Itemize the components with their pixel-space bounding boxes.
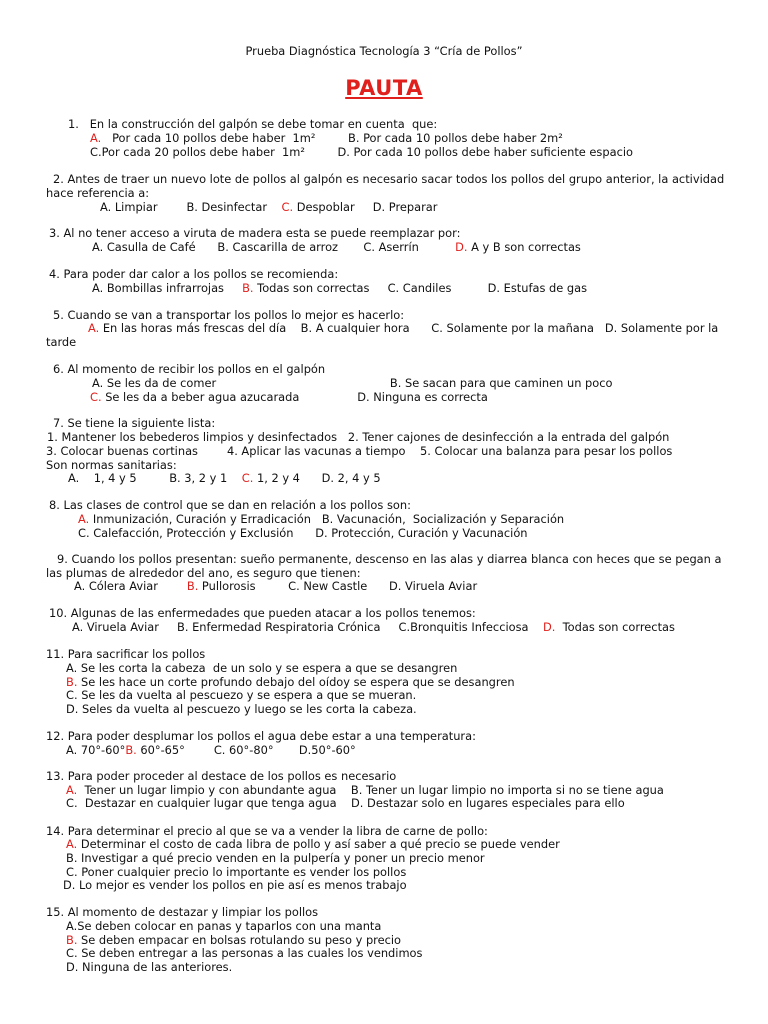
text-line [66,662,457,675]
correct-answer-marker: C. [281,200,294,214]
text-segment: hace referencia a: [46,186,150,200]
text-segment: las plumas de alrededor del ano, es seguro que tienen: [46,566,361,580]
document-title: PAUTA [345,76,423,100]
text-line [68,472,381,485]
text-line [92,282,587,295]
text-segment: A y B son correctas [467,240,581,254]
text-line [66,703,417,716]
text-segment: D. Seles da vuelta al pescuezo y luego se les corta la cabeza. [66,702,417,716]
correct-answer-marker: D. [455,240,468,254]
text-segment: 3. Colocar buenas cortinas 4. Aplicar las vacunas a tiempo 5. Colocar una balanza para pesar los pollos [46,444,673,458]
text-line [46,906,318,919]
text-segment: C.Por cada 20 pollos debe haber 1m² D. Por cada 10 pollos debe haber suficiente espacio [90,145,633,159]
text-segment: A. Se les da de comer B. Se sacan para que caminen un poco [92,376,613,390]
text-line [78,513,564,526]
text-segment: 9. Cuando los pollos presentan: sueño permanente, descenso en las alas y diarrea blanca con heces que se pegan a [57,552,722,566]
text-line [78,527,528,540]
text-segment: Tener un lugar limpio y con abundante agua B. Tener un lugar limpio no importa si no se tiene agua [77,783,664,797]
text-line [68,118,437,131]
text-segment: C. Se deben entregar a las personas a las cuales los vendimos [66,946,423,960]
correct-answer-marker: B. [66,675,78,689]
text-line [72,621,675,634]
text-segment: Pullorosis C. New Castle D. Viruela Aviar [198,579,478,593]
text-line [66,838,560,851]
text-line [53,173,724,186]
text-segment: A. Bombillas infrarrojas [92,281,243,295]
text-line [46,730,476,743]
text-segment: 8. Las clases de control que se dan en relación a los pollos son: [49,498,411,512]
text-line [66,961,232,974]
text-line [46,648,205,661]
text-segment: Inmunización, Curación y Erradicación B. Vacunación, Socialización y Separación [89,512,565,526]
text-line [66,744,356,757]
text-segment: 60°-65° C. 60°-80° D.50°-60° [136,743,356,757]
text-segment: C. Calefacción, Protección y Exclusión D. Protección, Curación y Vacunación [78,526,528,540]
text-segment: Determinar el costo de cada libra de pollo y así saber a qué precio se puede vender [77,837,560,851]
text-segment: 6. Al momento de recibir los pollos en el galpón [53,362,326,376]
text-segment: A.Se deben colocar en panas y taparlos con una manta [66,919,382,933]
text-line [66,852,485,865]
text-segment: Se les da a beber agua azucarada D. Ninguna es correcta [101,390,488,404]
text-line [53,363,325,376]
correct-answer-marker: C. [241,471,254,485]
text-line [90,132,563,145]
correct-answer-marker: B. [242,281,254,295]
text-segment: 14. Para determinar el precio al que se va a vender la libra de carne de pollo: [46,824,488,838]
text-segment: 13. Para poder proceder al destace de los pollos es necesario [46,769,397,783]
text-segment: 10. Algunas de las enfermedades que pueden atacar a los pollos tenemos: [49,606,476,620]
text-segment: tarde [46,335,77,349]
text-line [90,146,633,159]
text-line [49,499,411,512]
text-line [46,187,149,200]
text-line [66,947,422,960]
text-segment: 12. Para poder desplumar los pollos el agua debe estar a una temperatura: [46,729,476,743]
text-line [47,431,669,444]
text-line [100,201,437,214]
text-segment: 1. En la construcción del galpón se debe tomar en cuenta que: [68,117,438,131]
text-line [90,391,488,404]
text-segment: 15. Al momento de destazar y limpiar los pollos [46,905,319,919]
text-segment: 4. Para poder dar calor a los pollos se recomienda: [49,267,339,281]
correct-answer-marker: A. [66,837,78,851]
text-segment: Todas son correctas [555,620,675,634]
text-segment: 7. Se tiene la siguiente lista: [53,416,216,430]
correct-answer-marker: B. [66,933,78,947]
text-segment: Son normas sanitarias: [46,458,177,472]
text-line [49,268,338,281]
text-line [66,689,416,702]
text-line [49,607,476,620]
text-segment: A. 1, 4 y 5 B. 3, 2 y 1 [68,471,242,485]
text-line [88,322,718,335]
text-line [46,770,396,783]
text-line [92,377,612,390]
text-segment: 5. Cuando se van a transportar los pollos lo mejor es hacerlo: [53,308,405,322]
text-line [46,336,76,349]
text-segment: A. Cólera Aviar [74,579,187,593]
text-line [66,920,381,933]
text-segment: A. 70°-60° [66,743,126,757]
text-line [53,417,215,430]
text-segment: 1. Mantener los bebederos limpios y desinfectados 2. Tener cajones de desinfección a la entrada del galpón [47,430,670,444]
correct-answer-marker: D. [543,620,556,634]
correct-answer-marker: A. [90,131,102,145]
text-segment: En las horas más frescas del día B. A cualquier hora C. Solamente por la mañana D. Solamente por la [99,321,719,335]
text-line [57,553,721,566]
text-segment: 3. Al no tener acceso a viruta de madera esta se puede reemplazar por: [49,226,461,240]
text-segment: D. Lo mejor es vender los pollos en pie así es menos trabajo [63,878,407,892]
text-segment: D. Ninguna de las anteriores. [66,960,233,974]
text-segment: Se deben empacar en bolsas rotulando su peso y precio [77,933,402,947]
text-segment: C. Se les da vuelta al pescuezo y se espera a que se mueran. [66,688,417,702]
text-segment: A. Viruela Aviar B. Enfermedad Respiratoria Crónica C.Bronquitis Infecciosa [72,620,543,634]
text-segment: 1, 2 y 4 D. 2, 4 y 5 [253,471,381,485]
text-segment: A. Se les corta la cabeza de un solo y se espera a que se desangren [66,661,458,675]
correct-answer-marker: C. [90,390,102,404]
text-segment: C. Destazar en cualquier lugar que tenga agua D. Destazar solo en lugares especiales para ello [66,796,625,810]
text-segment: 11. Para sacrificar los pollos [46,647,206,661]
correct-answer-marker: B. [125,743,137,757]
text-segment: B. Investigar a qué precio venden en la pulpería y poner un precio menor [66,851,485,865]
text-segment: C. Poner cualquier precio lo importante es vender los pollos [66,865,407,879]
text-line [63,879,407,892]
text-segment: A. Casulla de Café B. Cascarilla de arroz C. Aserrín [92,240,456,254]
text-line [66,797,625,810]
text-line [92,241,581,254]
text-segment: A. Limpiar B. Desinfectar [100,200,282,214]
correct-answer-marker: A. [88,321,100,335]
correct-answer-marker: B. [186,579,199,593]
text-segment: Se les hace un corte profundo debajo del oídoy se espera que se desangren [77,675,515,689]
text-line [49,227,460,240]
text-segment: Despoblar D. Preparar [293,200,438,214]
text-line [46,445,672,458]
text-segment: 2. Antes de traer un nuevo lote de pollos al galpón es necesario sacar todos los pollos del grupo anterior, la actividad [53,172,725,186]
text-segment: Por cada 10 pollos debe haber 1m² B. Por cada 10 pollos debe haber 2m² [101,131,563,145]
text-segment: Todas son correctas C. Candiles D. Estufas de gas [253,281,588,295]
text-line [74,580,477,593]
correct-answer-marker: A. [78,512,90,526]
document-header: Prueba Diagnóstica Tecnología 3 “Cría de Pollos” [245,44,523,58]
correct-answer-marker: A. [66,783,78,797]
